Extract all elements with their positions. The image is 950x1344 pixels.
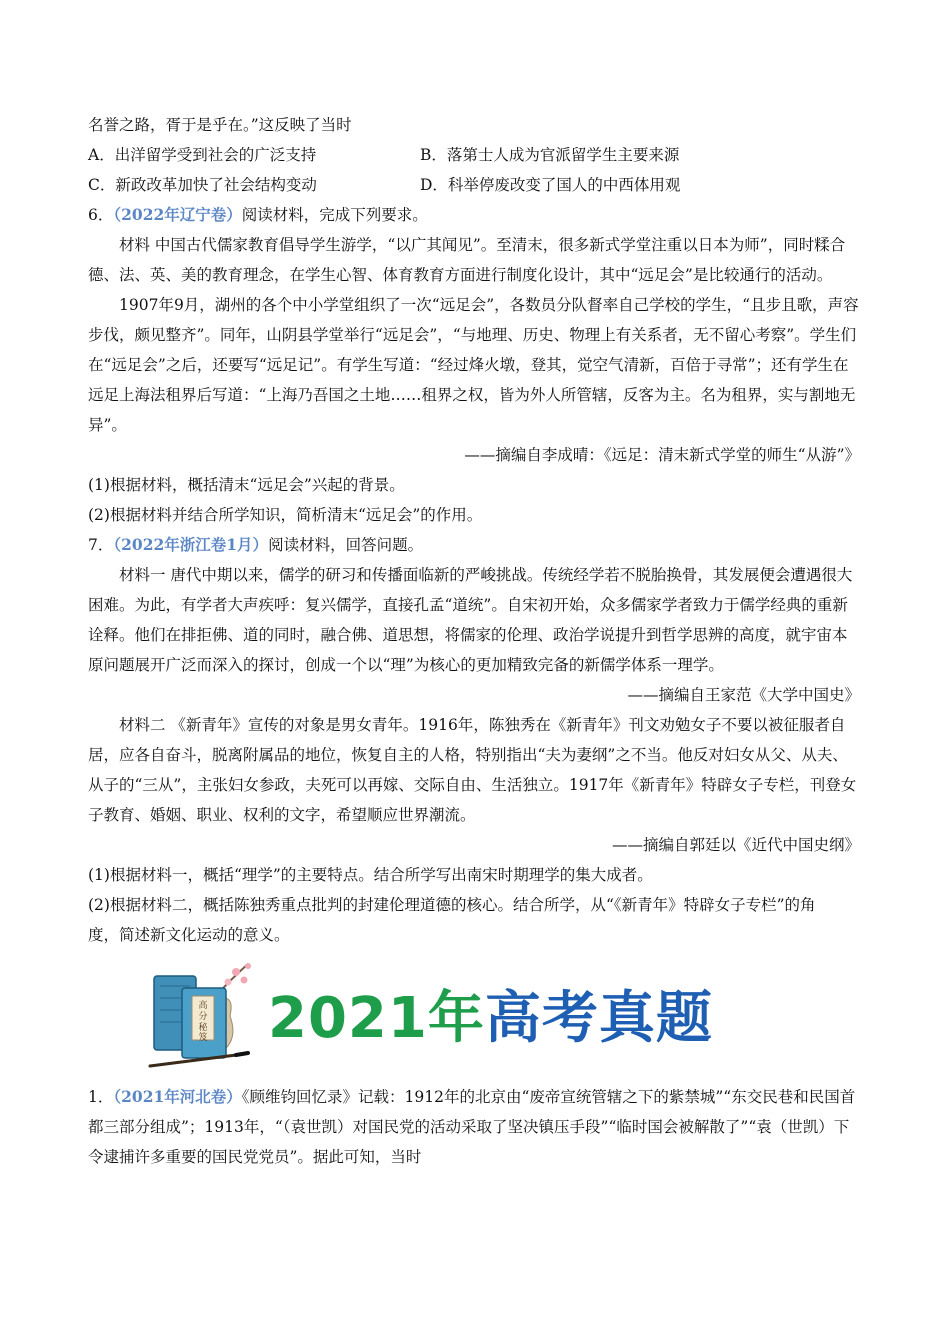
q6-prompt: 阅读材料，完成下列要求。 [241,206,428,224]
q7-citation-1: ——摘编自王家范《大学中国史》 [627,686,860,704]
q5-option-d: D．科举停废改变了国人的中西体用观 [420,176,681,194]
q5-option-b: B．落第士人成为官派留学生主要来源 [420,146,680,164]
svg-text:高: 高 [198,1001,208,1011]
q5-options-row-1 [88,140,860,170]
q7-header [88,530,860,560]
q6-header [88,200,860,230]
svg-text:笈: 笈 [198,1033,208,1043]
q6-subquestion-1: (1)根据材料，概括清末“远足会”兴起的背景。 [88,476,405,494]
q2021-1 [88,1082,860,1172]
q5-options-row-2 [88,170,860,200]
q6-material-paragraph-2: 1907年9月，湖州的各个中小学堂组织了一次“远足会”，各数员分队督率自己学校的学生，“且步且歌，声容步伐，颇见整齐”。同年，山阴县学堂举行“远足会”，“与地理、历史、物理上有关系者，无不留心考察”。学生们在“远足会”之后，还要写“远足记”。有学生写道：“经过烽火墩，登其，觉空气清新，百倍于寻常”；还有学生在远足上海法租界后写道：“上海乃吾国之土地……租界之权，皆为外人所管辖，反客为主。名为租界，实与割地无异”。 [88,296,859,434]
q6-citation: ——摘编自李成晴：《远足：清末新式学堂的师生“从游”》 [464,446,860,464]
document-body [88,110,860,1172]
q7-number: 7． [88,536,114,554]
q2021-1-text: 《顾维钧回忆录》记载：1912年的北京由“废帝宣统管辖之下的紫禁城”“东交民巷和民国首都三部分组成”；1913年，“（袁世凯）对国民党的活动采取了坚决镇压手段”“临时国会被解散了”“袁（世凯）下令逮捕许多重要的国民党党员”。据此可知，当时 [88,1088,856,1166]
q7-source-tag: （2022年浙江卷1月） [113,535,269,554]
section-title-year: 2021年 [268,986,485,1051]
q7-material-1: 材料一 唐代中期以来，儒学的研习和传播面临新的严峻挑战。传统经学若不脱胎换骨，其发展便会遭遇很大困难。为此，有学者大声疾呼：复兴儒学，直接孔孟“道统”。自宋初开始，众多儒家学者致力于儒学经典的重新诠释。他们在排拒佛、道的同时，融合佛、道思想，将儒家的伦理、政治学说提升到哲学思辨的高度，就宇宙本原问题展开广泛而深入的探讨，创成一个以“理”为核心的更加精致完备的新儒学体系一理学。 [88,566,853,674]
svg-text:分: 分 [198,1012,208,1022]
q5-option-c: C．新政改革加快了社会结构变动 [88,176,317,194]
section-title-text: 高考真题 [484,986,713,1051]
q7-prompt: 阅读材料，回答问题。 [268,536,424,554]
q6-subquestion-2: (2)根据材料并结合所学知识，简析清末“远足会”的作用。 [88,506,483,524]
q7-material-2: 材料二 《新青年》宣传的对象是男女青年。1916年，陈独秀在《新青年》刊文劝勉女子不要以被征服者自居，应各自奋斗，脱离附属品的地位，恢复自主的人格，特别指出“夫为妻纲”之不当。他反对妇女从父、从夫、从子的“三从”，主张妇女参政，夫死可以再嫁、交际自由、生活独立。1917年《新青年》特辟女子专栏，刊登女子教育、婚姻、职业、权利的文字，希望顺应世界潮流。 [88,716,857,824]
book-stack-icon [144,958,254,1078]
q7-citation-2: ——摘编自郭廷以《近代中国史纲》 [611,836,860,854]
q6-source-tag: （2022年辽宁卷） [113,205,242,224]
q2021-1-number: 1． [88,1088,114,1106]
section-title [268,974,713,1054]
q2021-1-source-tag: （2021年河北卷） [113,1087,242,1106]
section-banner [88,958,860,1082]
q7-subquestion-2: (2)根据材料二，概括陈独秀重点批判的封建伦理道德的核心。结合所学，从“《新青年》特辟女子专栏”的角度，简述新文化运动的意义。 [88,896,816,944]
q6-material-paragraph-1: 材料 中国古代儒家教育倡导学生游学，“以广其闻见”。至清末，很多新式学堂注重以日本为师”，同时糅合德、法、英、美的教育理念，在学生心智、体育教育方面进行制度化设计，其中“远足会”是比较通行的活动。 [88,236,846,284]
q7-subquestion-1: (1)根据材料一，概括“理学”的主要特点。结合所学写出南宋时期理学的集大成者。 [88,866,653,884]
svg-text:秘: 秘 [198,1023,208,1033]
q5-stem-continuation: 名誉之路，胥于是乎在。”这反映了当时 [88,116,352,134]
q6-number: 6． [88,206,114,224]
q5-option-a: A．出洋留学受到社会的广泛支持 [88,146,317,164]
